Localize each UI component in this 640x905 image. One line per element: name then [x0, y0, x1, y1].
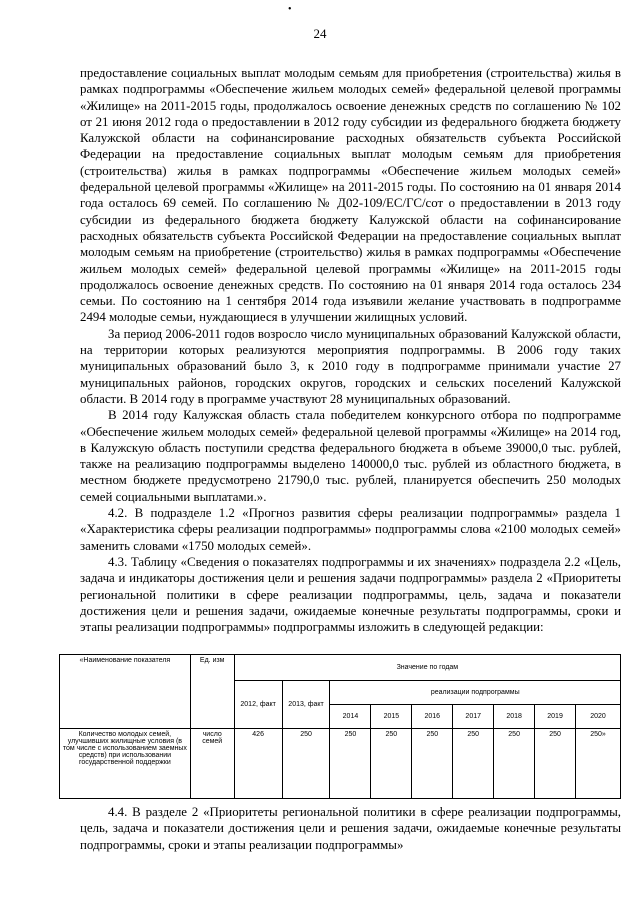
header-realization: реализации подпрограммы [330, 681, 621, 705]
row-name: Количество молодых семей, улучшивших жилищные условия (в том числе с использованием заемных средств) при использовании государственной поддержки [60, 729, 191, 799]
document-body [80, 65, 621, 635]
header-unit: Ед. изм [190, 655, 234, 729]
scan-dot: • [288, 4, 292, 15]
paragraph-3: В 2014 году Калужская область стала победителем конкурсного отбора по подпрограмме «Обеспечение жильем молодых семей» федеральной целевой программы «Жилище» на 2014 год, в Калужскую область поступили средства федерального бюджета в объеме 39000,0 тыс. рублей, также на реализацию подпрограммы выделено 140000,0 тыс. рублей из областного бюджета, в местном бюджете предусмотрено 21790,0 тыс. рублей, планируется обеспечить 250 молодых семей социальными выплатами.». [80, 408, 621, 504]
year-2017: 2017 [453, 705, 494, 729]
row-2019: 250 [535, 729, 576, 799]
row-unit: число семей [190, 729, 234, 799]
paragraph-1: предоставление социальных выплат молодым семьям для приобретения (строительства) жилья в рамках подпрограммы «Обеспечение жильем молодых семей» федеральной целевой программы «Жилище» на 2011-2015 годы, продолжалось освоение денежных средств по соглашению № 102 от 21 июня 2012 года о предоставлении в 2012 году субсидии из федерального бюджета бюджету Калужской области на софинансирование расходных обязательств субъекта Российской Федерации на предоставление социальных выплат молодым семьям для приобретения (строительства) жилья в рамках подпрограммы «Обеспечение жильем молодых семей» федеральной целевой программы «Жилище» на 2011-2015 годы. По состоянию на 01 января 2014 года осталось 69 семей. По соглашению № Д02-109/ЕС/ГС/сот о предоставлении в 2013 году субсидии из федерального бюджета бюджету Калужской области на софинансирование расходных обязательств субъекта Российской Федерации на предоставление социальных выплат молодым семьям на приобретение (строительство) жилья в рамках подпрограммы «Обеспечение жильем молодых семей» федеральной целевой программы «Жилище» на 2011-2015 годы продолжалось освоение денежных средств. По состоянию на 01 января 2014 года осталось 234 семьи. По состоянию на 1 сентября 2014 года изъявили желание участвовать в подпрограмме 2494 молодые семьи, нуждающиеся в улучшении жилищных условий. [80, 66, 621, 325]
row-2020: 250» [576, 729, 621, 799]
paragraph-4: 4.2. В подразделе 1.2 «Прогноз развития сферы реализации подпрограммы» раздела 1 «Характеристика сферы реализации подпрограммы» подпрограммы слова «2100 молодых семей» заменить словами «1750 молодых семей». [80, 506, 621, 553]
row-2017: 250 [453, 729, 494, 799]
row-2013: 250 [282, 729, 330, 799]
year-2020: 2020 [576, 705, 621, 729]
header-2013: 2013, факт [282, 681, 330, 729]
year-2018: 2018 [494, 705, 535, 729]
row-2012: 426 [234, 729, 282, 799]
paragraph-2: За период 2006-2011 годов возросло число муниципальных образований Калужской области, на территории которых реализуются мероприятия подпрограммы. В 2006 году таких муниципальных образований было 3, к 2010 году в подпрограмме принимали участие 27 муниципальных районов, городских округов, городских и сельских поселений Калужской области. В 2014 году в программе участвуют 28 муниципальных образований. [80, 326, 621, 406]
row-2015: 250 [371, 729, 412, 799]
header-values: Значение по годам [234, 655, 620, 681]
row-2018: 250 [494, 729, 535, 799]
header-2012: 2012, факт [234, 681, 282, 729]
row-2016: 250 [412, 729, 453, 799]
row-2014: 250 [330, 729, 371, 799]
year-2019: 2019 [535, 705, 576, 729]
year-2016: 2016 [412, 705, 453, 729]
page-number: 24 [313, 26, 327, 41]
header-name: «Наименование показателя [60, 655, 191, 729]
indicators-table [59, 654, 621, 799]
paragraph-5: 4.3. Таблицу «Сведения о показателях подпрограммы и их значениях» подраздела 2.2 «Цель, задача и индикаторы достижения цели и решения задачи подпрограммы» раздела 2 «Приоритеты региональной политики в сфере реализации подпрограммы, цель, задача и показатели достижения цели и решения задачи, ожидаемые конечные результаты подпрограммы, сроки и этапы реализации подпрограммы» подпрограммы изложить в следующей редакции: [80, 554, 621, 635]
year-2014: 2014 [330, 705, 371, 729]
paragraph-6: 4.4. В разделе 2 «Приоритеты региональной политики в сфере реализации подпрограммы, цель, задача и показатели достижения цели и решения задачи, ожидаемые конечные результаты подпрограммы, сроки и этапы реализации подпрограммы» [80, 805, 621, 852]
tail-section [80, 804, 621, 853]
year-2015: 2015 [371, 705, 412, 729]
